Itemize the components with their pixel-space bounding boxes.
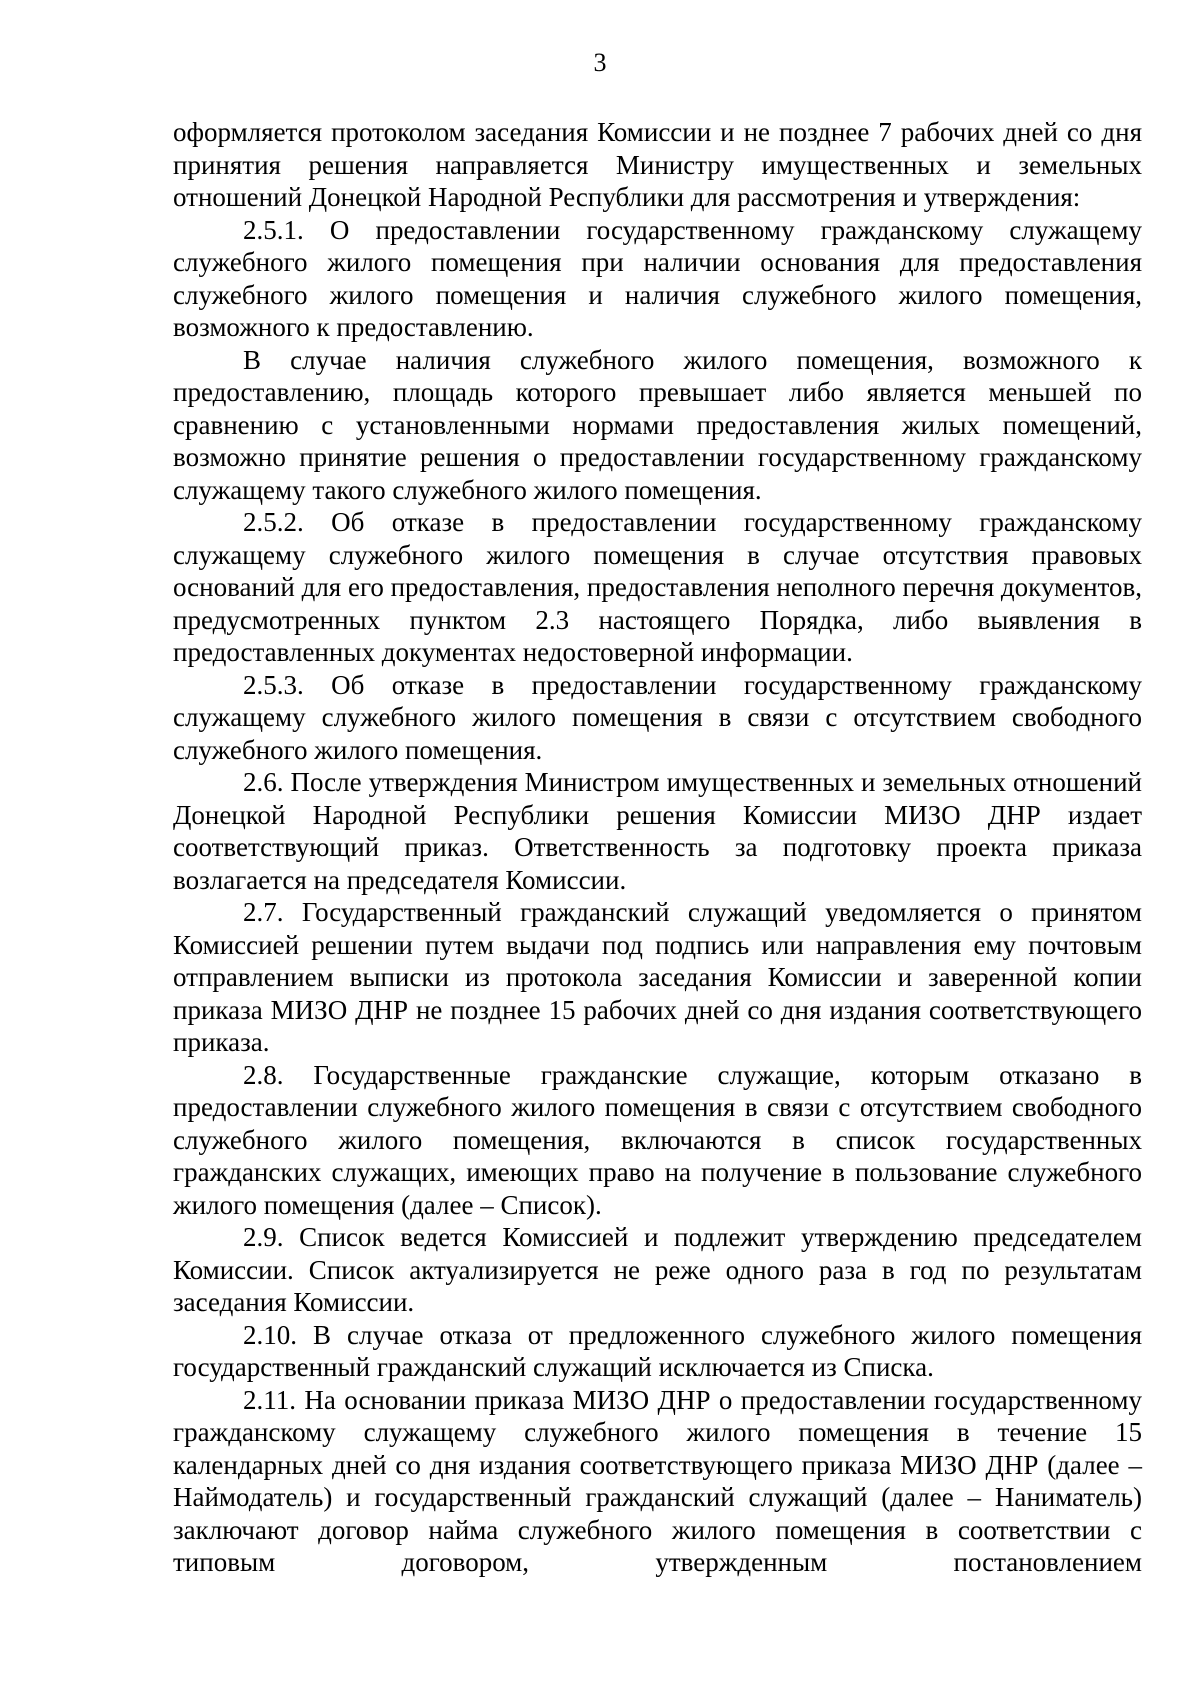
paragraph-2-5-1-note: В случае наличия служебного жилого помещения, возможного к предоставлению, площадь которого превышает либо является меньшей по сравнению с установленными нормами предоставления жилых помещений, возможно принятие решения о предоставлении государственному гражданскому служащему такого служебного жилого помещения. [173, 344, 1142, 505]
paragraph-2-11: 2.11. На основании приказа МИЗО ДНР о предоставлении государственному гражданскому служащему служебного жилого помещения в течение 15 календарных дней со дня издания соответствующего приказа МИЗО ДНР (далее – Наймодатель) и государственный гражданский служащий (далее – Наниматель) заключают договор найма служебного жилого помещения в соответствии с типовым договором, утвержденным постановлением [173, 1384, 1142, 1577]
paragraph-2-7: 2.7. Государственный гражданский служащий уведомляется о принятом Комиссией решении путем выдачи под подпись или направления ему почтовым отправлением выписки из протокола заседания Комиссии и заверенной копии приказа МИЗО ДНР не позднее 15 рабочих дней со дня издания соответствующего приказа. [173, 897, 1142, 1057]
paragraph-2-5-3: 2.5.3. Об отказе в предоставлении государственному гражданскому служащему служебного жилого помещения в связи с отсутствием свободного служебного жилого помещения. [173, 669, 1142, 765]
paragraph-2-9: 2.9. Список ведется Комиссией и подлежит утверждению председателем Комиссии. Список актуализируется не реже одного раза в год по результатам заседания Комиссии. [173, 1222, 1142, 1317]
paragraph-2-6: 2.6. После утверждения Министром имущественных и земельных отношений Донецкой Народной Республики решения Комиссии МИЗО ДНР издает соответствующий приказ. Ответственность за подготовку проекта приказа возлагается на председателя Комиссии. [173, 767, 1142, 895]
paragraph-continuation: оформляется протоколом заседания Комиссии и не позднее 7 рабочих дней со дня принятия решения направляется Министру имущественных и земельных отношений Донецкой Народной Республики для рассмотрения и утверждения: [173, 117, 1142, 212]
paragraph-2-5-2: 2.5.2. Об отказе в предоставлении государственному гражданскому служащему служебного жилого помещения в случае отсутствия правовых оснований для его предоставления, предоставления неполного перечня документов, предусмотренных пунктом 2.3 настоящего Порядка, либо выявления в предоставленных документах недостоверной информации. [173, 507, 1142, 667]
page-number: 3 [593, 48, 607, 77]
paragraph-2-8: 2.8. Государственные гражданские служащие, которым отказано в предоставлении служебного жилого помещения в связи с отсутствием свободного служебного жилого помещения, включаются в список государственных гражданских служащих, имеющих право на получение в пользование служебного жилого помещения (далее – Список). [173, 1059, 1142, 1220]
document-body [173, 116, 1142, 1579]
paragraph-2-10: 2.10. В случае отказа от предложенного служебного жилого помещения государственный гражданский служащий исключается из Списка. [173, 1319, 1142, 1382]
paragraph-2-5-1: 2.5.1. О предоставлении государственному гражданскому служащему служебного жилого помещения при наличии основания для предоставления служебного жилого помещения и наличия служебного жилого помещения, возможного к предоставлению. [173, 214, 1142, 342]
